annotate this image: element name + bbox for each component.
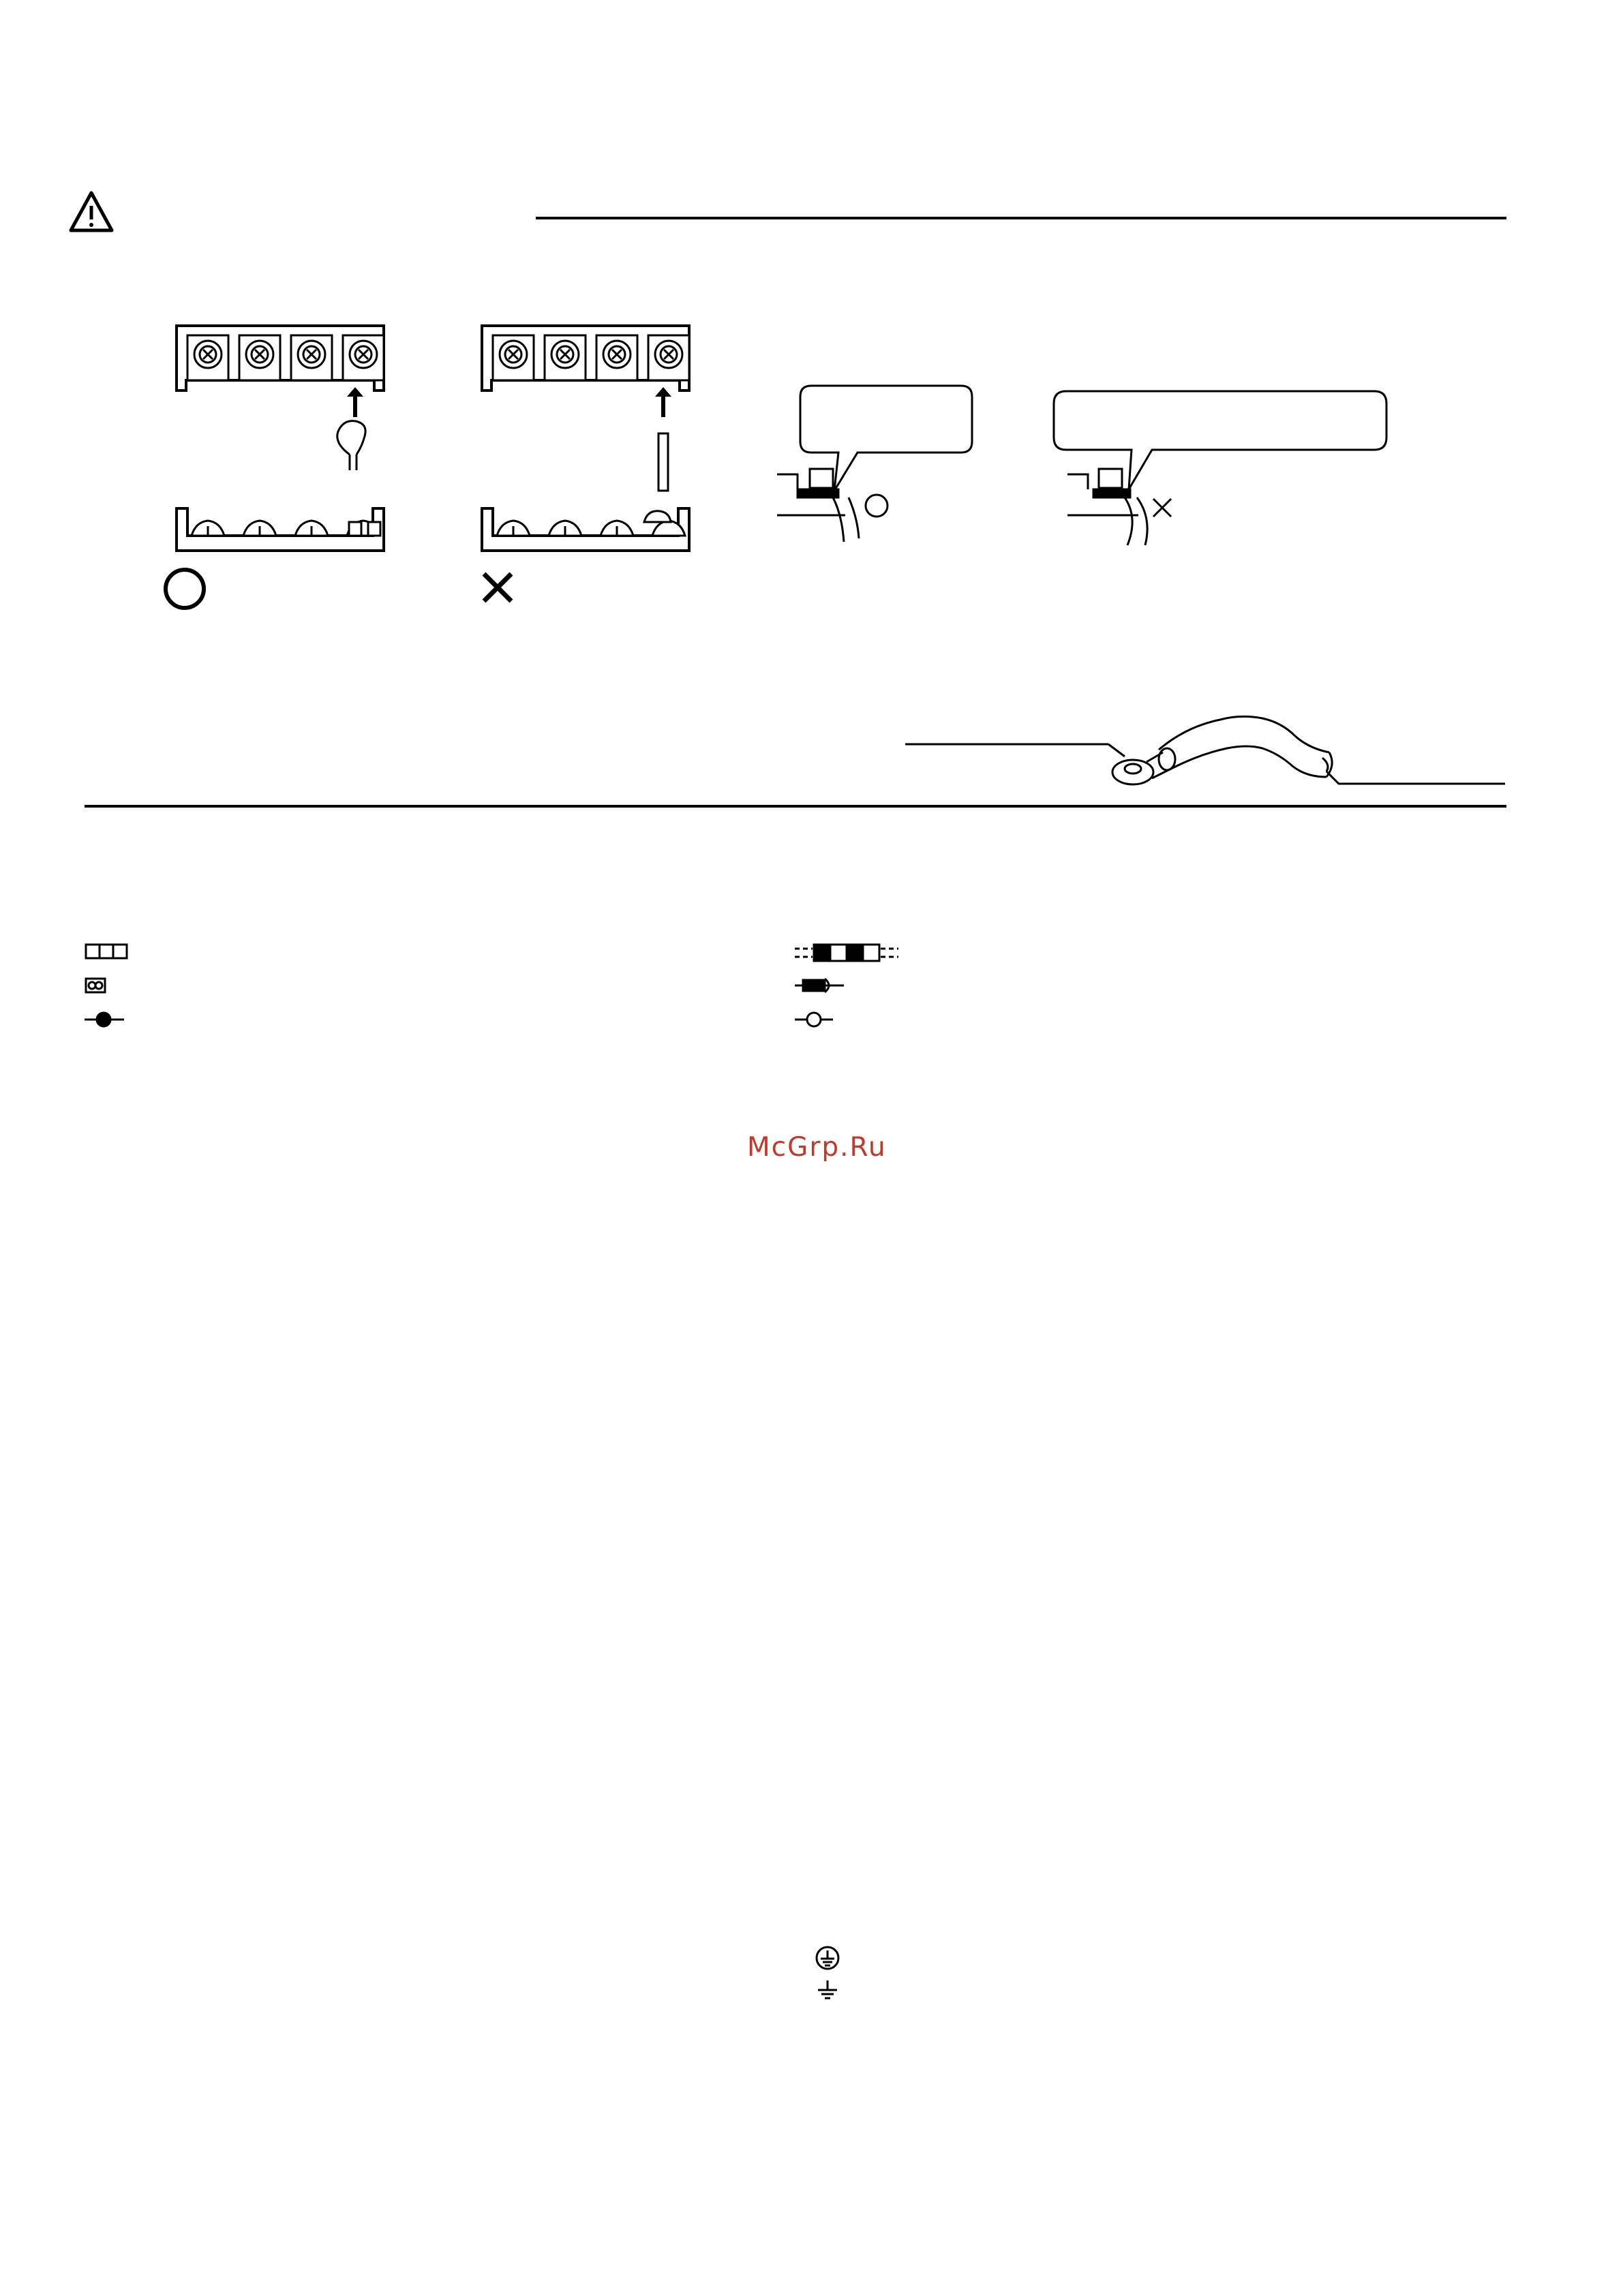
callout-wrong-connection <box>1054 391 1386 545</box>
terminal-block-correct <box>177 326 384 551</box>
connection-point-symbol <box>85 1013 124 1026</box>
terminal-block-symbol <box>86 945 127 958</box>
plug-symbol <box>795 979 844 992</box>
terminal-block-wrong <box>482 326 689 551</box>
wrong-cross-mark <box>484 574 511 601</box>
watermark-text: McGrp.Ru <box>747 1132 887 1163</box>
shielded-wire-symbol <box>795 945 898 961</box>
correct-circle-mark <box>166 570 204 608</box>
ring-terminal-wire <box>905 716 1505 784</box>
terminal-point-symbol <box>795 1013 833 1026</box>
warning-triangle-icon <box>71 193 112 230</box>
ground-icon <box>818 1980 837 1998</box>
callout-correct-connection <box>777 386 972 542</box>
connector-symbol <box>86 979 105 992</box>
protective-earth-icon <box>817 1947 838 1969</box>
